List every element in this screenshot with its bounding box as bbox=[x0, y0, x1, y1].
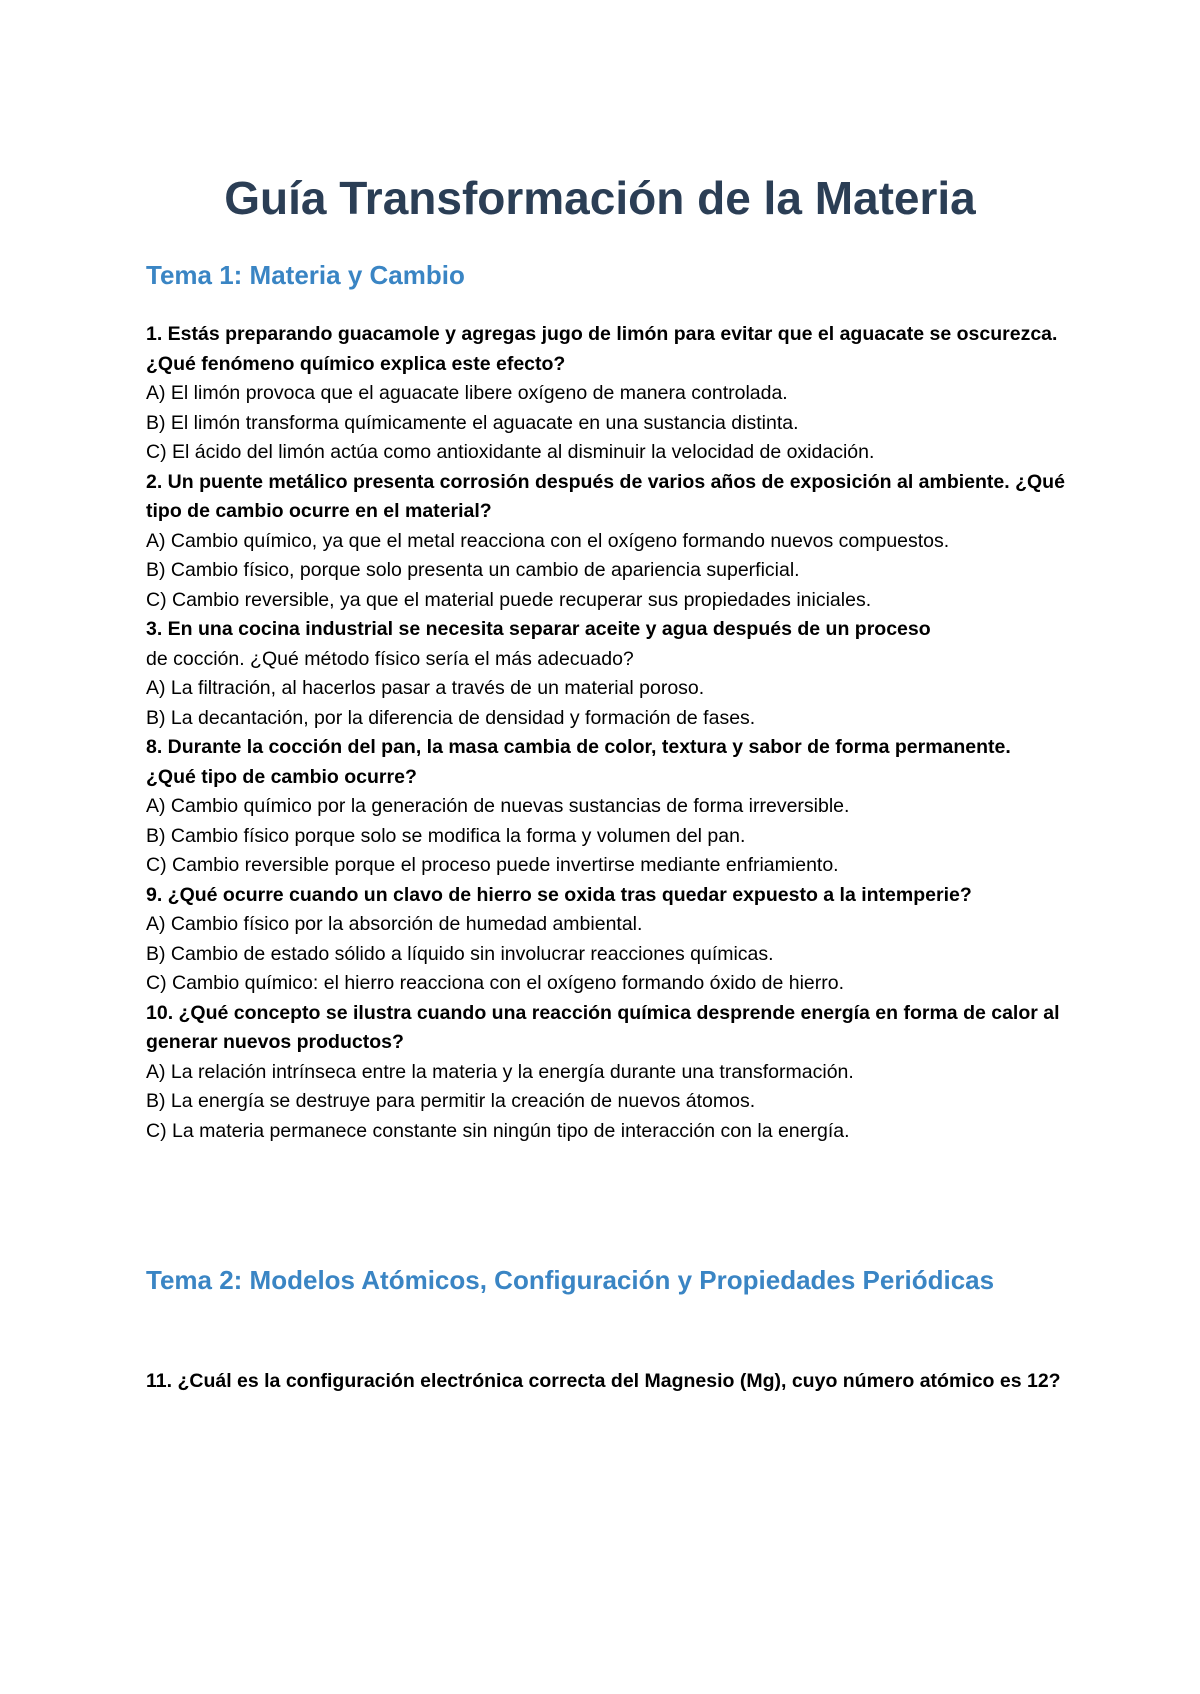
question-2: 2. Un puente metálico presenta corrosión después de varios años de exposición al ambiente. ¿Qué tipo de cambio ocurre en el material? bbox=[146, 470, 1065, 522]
question-1-option-b: B) El limón transforma químicamente el aguacate en una sustancia distinta. bbox=[146, 411, 799, 434]
question-10-option-a: A) La relación intrínseca entre la materia y la energía durante una transformación. bbox=[146, 1060, 854, 1083]
question-8-option-a: A) Cambio químico por la generación de nuevas sustancias de forma irreversible. bbox=[146, 795, 850, 817]
question-1-option-c: C) El ácido del limón actúa como antioxidante al disminuir la velocidad de oxidación. bbox=[146, 441, 875, 463]
question-3-option-a: A) La filtración, al hacerlos pasar a través de un material poroso. bbox=[146, 677, 705, 699]
question-list-tema-2 bbox=[146, 1367, 1066, 1397]
question-8-option-c: C) Cambio reversible porque el proceso puede invertirse mediante enfriamiento. bbox=[146, 854, 839, 876]
question-9-option-c: C) Cambio químico: el hierro reacciona con el oxígeno formando óxido de hierro. bbox=[146, 972, 845, 994]
question-2-option-b: B) Cambio físico, porque solo presenta un cambio de apariencia superficial. bbox=[146, 559, 800, 581]
question-9-option-b: B) Cambio de estado sólido a líquido sin involucrar reacciones químicas. bbox=[146, 942, 774, 965]
document-title: Guía Transformación de la Materia bbox=[224, 172, 976, 224]
question-9: 9. ¿Qué ocurre cuando un clavo de hierro se oxida tras quedar expuesto a la intemperie? bbox=[146, 883, 972, 906]
question-10: 10. ¿Qué concepto se ilustra cuando una reacción química desprende energía en forma de calor al generar nuevos productos? bbox=[146, 1001, 1060, 1053]
question-list-tema-1 bbox=[146, 320, 1066, 1146]
question-8: 8. Durante la cocción del pan, la masa cambia de color, textura y sabor de forma permanente. ¿Qué tipo de cambio ocurre? bbox=[146, 736, 1011, 788]
section-heading-tema-1: Tema 1: Materia y Cambio bbox=[146, 260, 465, 290]
question-3-continuation: de cocción. ¿Qué método físico sería el más adecuado? bbox=[146, 647, 634, 670]
question-1-option-a: A) El limón provoca que el aguacate libere oxígeno de manera controlada. bbox=[146, 382, 788, 404]
question-10-option-b: B) La energía se destruye para permitir la creación de nuevos átomos. bbox=[146, 1090, 756, 1112]
question-11: 11. ¿Cuál es la configuración electrónica correcta del Magnesio (Mg), cuyo número atómico es 12? bbox=[146, 1370, 1061, 1392]
question-3-option-b: B) La decantación, por la diferencia de densidad y formación de fases. bbox=[146, 706, 756, 729]
section-heading-tema-2: Tema 2: Modelos Atómicos, Configuración y Propiedades Periódicas bbox=[146, 1265, 995, 1295]
question-1: 1. Estás preparando guacamole y agregas jugo de limón para evitar que el aguacate se oscurezca. ¿Qué fenómeno químico explica este efecto? bbox=[146, 323, 1058, 375]
question-9-option-a: A) Cambio físico por la absorción de humedad ambiental. bbox=[146, 913, 643, 935]
question-3: 3. En una cocina industrial se necesita separar aceite y agua después de un proceso bbox=[146, 618, 931, 640]
question-8-option-b: B) Cambio físico porque solo se modifica la forma y volumen del pan. bbox=[146, 824, 746, 847]
question-10-option-c: C) La materia permanece constante sin ningún tipo de interacción con la energía. bbox=[146, 1119, 850, 1142]
question-2-option-a: A) Cambio químico, ya que el metal reacciona con el oxígeno formando nuevos compuestos. bbox=[146, 529, 950, 552]
question-2-option-c: C) Cambio reversible, ya que el material puede recuperar sus propiedades iniciales. bbox=[146, 588, 872, 611]
